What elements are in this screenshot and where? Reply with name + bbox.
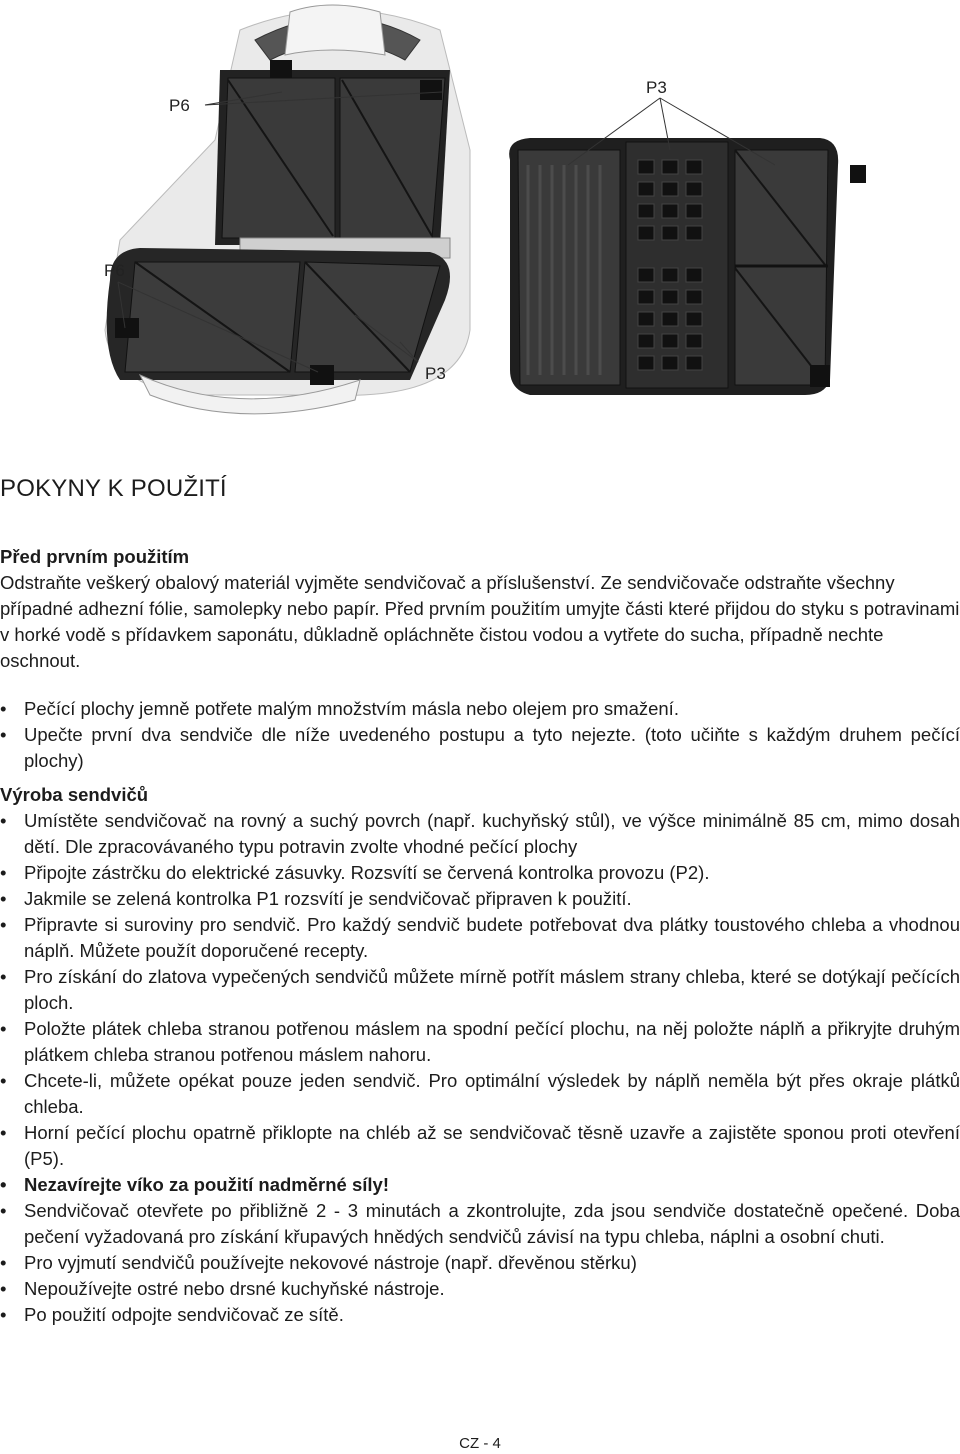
interchangeable-plates-image: [509, 138, 866, 395]
list-item: • Jakmile se zelená kontrolka P1 rozsvítí je sendvičovač připraven k použití.: [0, 886, 960, 912]
callout-label-p3-bottom: P3: [425, 364, 446, 383]
sandwich-making-list: [0, 808, 960, 1328]
callout-label-p6-left: P6: [104, 261, 125, 280]
list-item: • Položte plátek chleba stranou potřenou máslem na spodní pečící plochu, na něj položte náplň a přikryjte druhým plátkem chleba stranou potřenou máslem nahoru.: [0, 1016, 960, 1068]
before-first-use-paragraph: Odstraňte veškerý obalový materiál vyjměte sendvičovač a příslušenství. Ze sendvičovače odstraňte všechny případné adhezní fólie, samolepky nebo papír. Před prvním použitím umyjte části které přijdou do styku s potravinami v horké vodě s přídavkem saponátu, důkladně opláchněte čistou vodou a vytřete do sucha, případně nechte oschnout.: [0, 572, 960, 671]
list-item: • Umístěte sendvičovač na rovný a suchý povrch (např. kuchyňský stůl), ve výšce minimálně 85 cm, mimo dosah dětí. Dle zpracovávaného typu potravin zvolte vhodné pečící plochy: [0, 808, 960, 860]
product-figure: [0, 0, 960, 440]
warning-list-item: • Nezavírejte víko za použití nadměrné síly!: [0, 1172, 960, 1198]
list-item: • Po použití odpojte sendvičovač ze sítě.: [0, 1302, 960, 1328]
list-item: • Pro vyjmutí sendvičů používejte nekovové nástroje (např. dřevěnou stěrku): [0, 1250, 960, 1276]
callout-label-p3-top: P3: [646, 78, 667, 97]
page-number: CZ - 4: [459, 1435, 501, 1452]
list-item: • Připojte zástrčku do elektrické zásuvky. Rozsvítí se červená kontrolka provozu (P2).: [0, 860, 960, 886]
list-item: • Sendvičovač otevřete po přibližně 2 - 3 minutách a zkontrolujte, zda jsou sendviče dostatečně opečené. Doba pečení vyžadovaná pro získání křupavých hnědých sendvičů závisí na typu chleba, náplni a osobní chuti.: [0, 1198, 960, 1250]
list-item: • Pro získání do zlatova vypečených sendvičů můžete mírně potřít máslem strany chleba, které se dotýkají pečících ploch.: [0, 964, 960, 1016]
list-item: • Pečící plochy jemně potřete malým množstvím másla nebo olejem pro smažení.: [0, 696, 960, 722]
list-item: • Upečte první dva sendviče dle níže uvedeného postupu a tyto nejezte. (toto učiňte s každým druhem pečící plochy): [0, 722, 960, 774]
sandwich-making-heading: Výroba sendvičů: [0, 784, 149, 805]
list-item: • Nepoužívejte ostré nebo drsné kuchyňské nástroje.: [0, 1276, 960, 1302]
list-item: • Horní pečící plochu opatrně přiklopte na chléb až se sendvičovač těsně uzavře a zajistěte sponou proti otevření (P5).: [0, 1120, 960, 1172]
section-title: POKYNY K POUŽITÍ: [0, 475, 227, 502]
list-item: • Chcete-li, můžete opékat pouze jeden sendvič. Pro optimální výsledek by náplň neměla být přes okraje plátků chleba.: [0, 1068, 960, 1120]
instructions-content: [0, 470, 960, 1328]
open-sandwich-maker-image: [105, 5, 470, 414]
callout-label-p6-top: P6: [169, 96, 190, 115]
list-item: • Připravte si suroviny pro sendvič. Pro každý sendvič budete potřebovat dva plátky toustového chleba a vhodnou náplň. Můžete použít doporučené recepty.: [0, 912, 960, 964]
sandwich-maker-illustration: [0, 0, 960, 440]
before-first-use-list: [0, 696, 960, 774]
before-first-use-heading: Před prvním použitím: [0, 546, 190, 567]
